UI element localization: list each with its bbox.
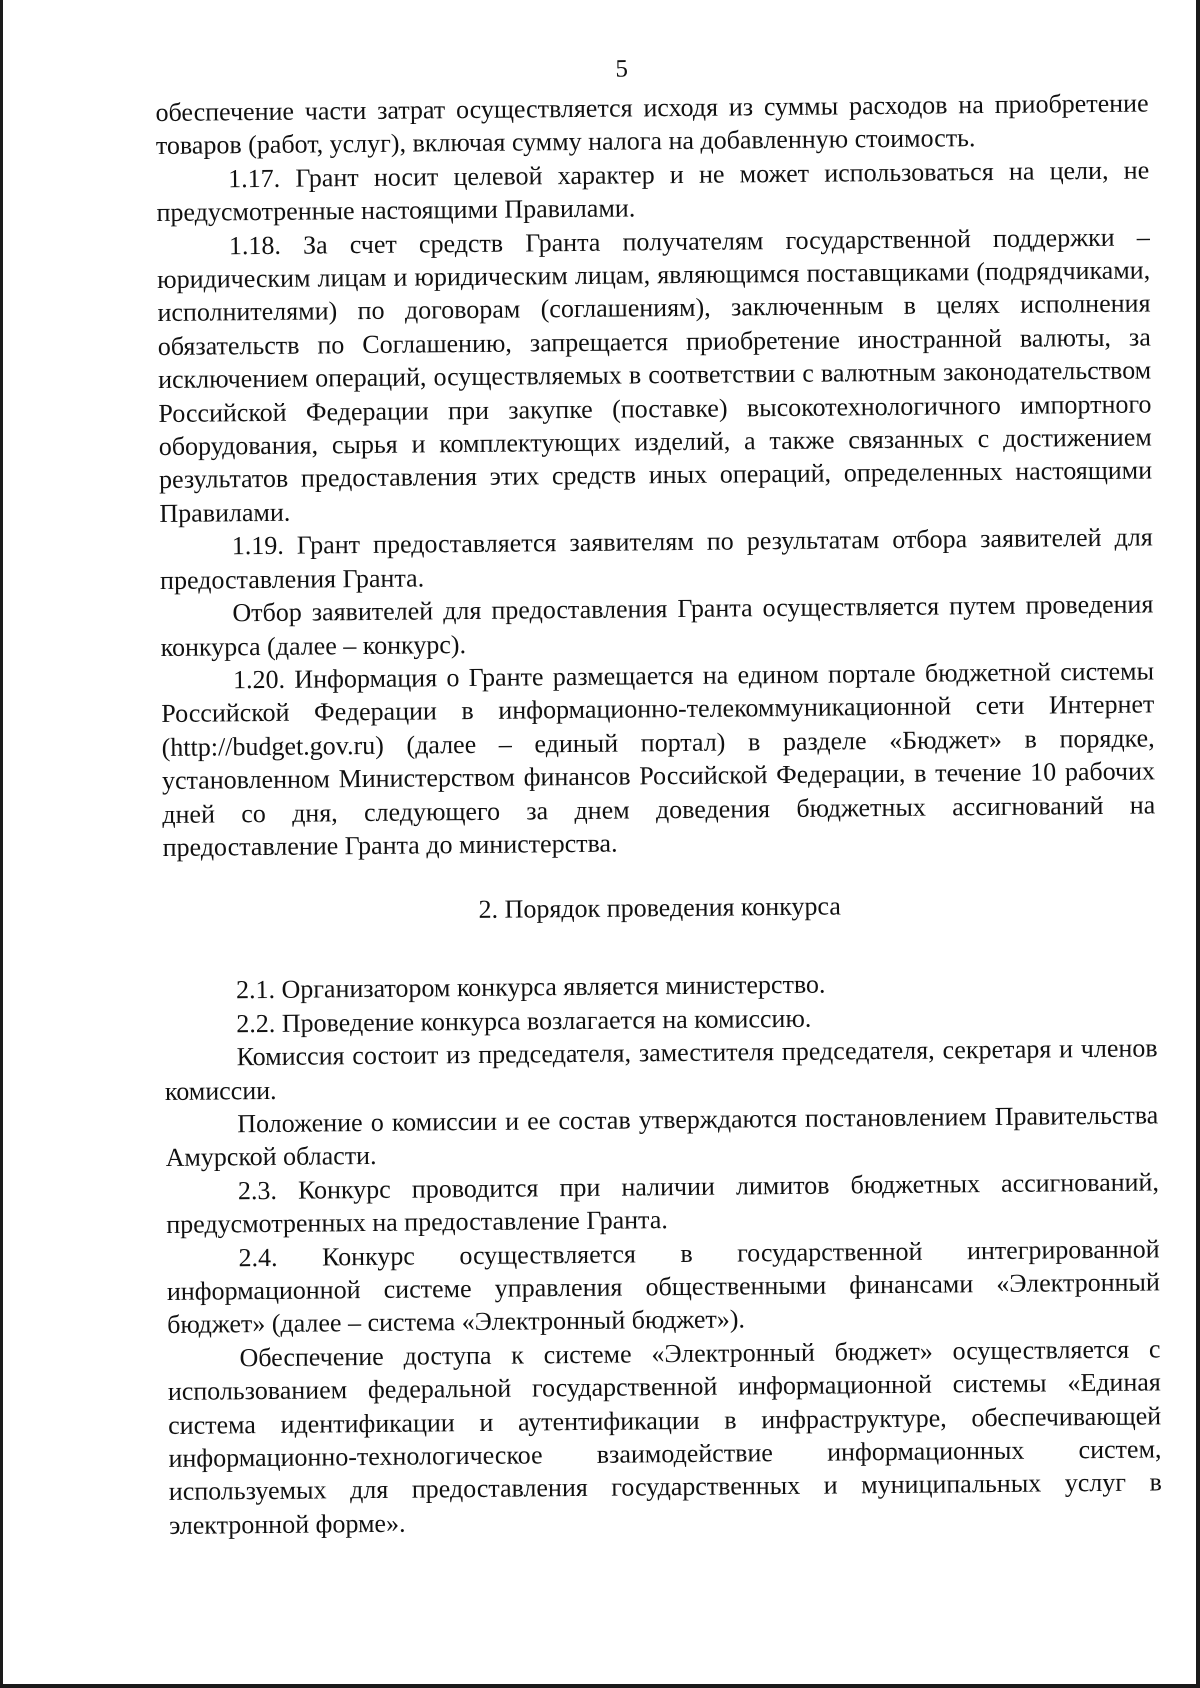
- page-number: 5: [615, 55, 629, 83]
- scan-bottom-edge: [0, 1684, 1200, 1688]
- document-page: [155, 42, 1162, 1542]
- paragraph-1-18: 1.18. За счет средств Гранта получателям государственной поддержки – юридическим лицам и юридическим лицам, являющимся поставщиками (подрядчиками, исполнителями) по договорам (соглашениям), заключенным в целях исполнения обязательств по Соглашению, запрещается приобретение иностранной валюты, за исключением операций, осуществляемых в соответствии с валютным законодательством Российской Федерации при закупке (поставке) высокотехнологичного импортного оборудования, сырья и комплектующих изделий, а также связанных с достижением результатов предоставления этих средств иных операций, определенных настоящими Правилами.: [157, 222, 1153, 528]
- section-1-body: [155, 86, 1155, 864]
- section-heading: 2. Порядок проведения конкурса: [478, 891, 842, 925]
- paragraph-commission-regulation: Положение о комиссии и ее состав утверждаются постановлением Правительства Амурской области.: [165, 1100, 1159, 1173]
- paragraph-2-2: 2.2. Проведение конкурса возлагается на комиссию.: [236, 1003, 812, 1039]
- paragraph-1-20: 1.20. Информация о Гранте размещается на едином портале бюджетной системы Российской Федерации в информационно-телекоммуникационной сети Интернет (http://budget.gov.ru) (далее – единый портал) в разделе «Бюджет» в порядке, установленном Министерством финансов Российской Федерации, в течение 10 рабочих дней со дня, следующего за днем доведения бюджетных ассигнований на предоставление Гранта до министерства.: [161, 656, 1156, 862]
- section-2-body: [164, 965, 1162, 1542]
- paragraph-1-19: 1.19. Грант предоставляется заявителям по результатам отбора заявителей для предоставления Гранта.: [159, 522, 1153, 595]
- scan-right-edge: [1196, 0, 1200, 1688]
- paragraph-selection: Отбор заявителей для предоставления Гранта осуществляется путем проведения конкурса (далее – конкурс).: [160, 589, 1154, 662]
- paragraph-cost-coverage: обеспечение части затрат осуществляется исходя из суммы расходов на приобретение товаров (работ, услуг), включая сумму налога на добавленную стоимость.: [155, 88, 1149, 161]
- paragraph-commission-composition: Комиссия состоит из председателя, заместителя председателя, секретаря и членов комиссии.: [164, 1033, 1158, 1106]
- paragraph-1-17: 1.17. Грант носит целевой характер и не может использоваться на цели, не предусмотренные настоящими Правилами.: [156, 155, 1150, 228]
- scan-left-edge: [0, 0, 3, 1688]
- paragraph-2-1: 2.1. Организатором конкурса является министерство.: [235, 969, 826, 1005]
- paragraph-2-4: 2.4. Конкурс осуществляется в государственной интегрированной информационной системе управления общественными финансами «Электронный бюджет» (далее – система «Электронный бюджет»).: [166, 1234, 1160, 1340]
- paragraph-2-3: 2.3. Конкурс проводится при наличии лимитов бюджетных ассигнований, предусмотренных на предоставление Гранта.: [166, 1167, 1160, 1240]
- paragraph-access: Обеспечение доступа к системе «Электронный бюджет» осуществляется с использованием федеральной государственной информационной системы «Единая система идентификации и аутентификации в инфраструктуре, обеспечивающей информационно-технологическое взаимодействие информационных систем, используемых для предоставления государственных и муниципальных услуг в электронной форме».: [167, 1334, 1162, 1540]
